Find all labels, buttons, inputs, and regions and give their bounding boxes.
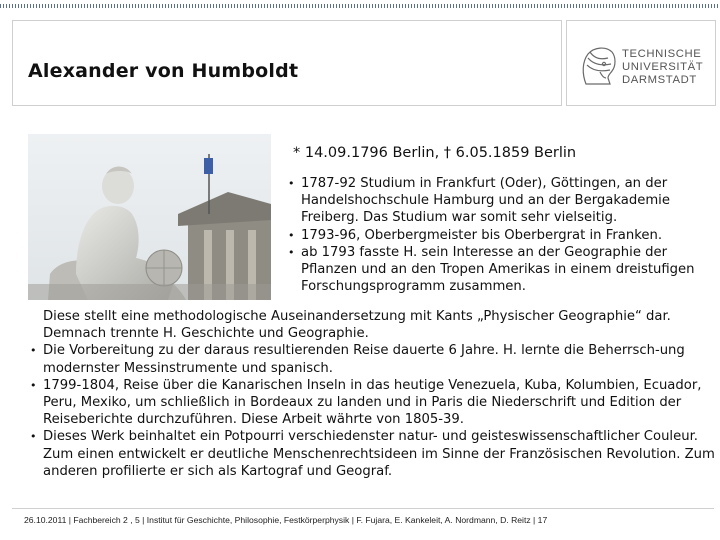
kant-paragraph: Diese stellt eine methodologische Auseinandersetzung mit Kants „Physischer Geographie“ dar. Demnach trennte H. Geschichte und Geographie. bbox=[43, 309, 671, 342]
bullet-icon: • bbox=[30, 430, 37, 444]
list-item bbox=[30, 377, 716, 429]
list-item bbox=[288, 227, 716, 244]
full-width-text bbox=[30, 308, 716, 480]
list-item bbox=[30, 342, 716, 376]
bullet-icon: • bbox=[30, 378, 37, 392]
university-logo-text bbox=[622, 48, 703, 87]
list-item-text: 1799-1804, Reise über die Kanarischen Inseln in das heutige Venezuela, Kuba, Kolumbien, Ecuador, Peru, Mexiko, um schließlich in Bordeaux zu landen und in Paris die Niederschrift und Edition der Reiseberichte durchzuführen. Diese Arbeit währte von 1805-39. bbox=[43, 377, 702, 428]
bullet-icon: • bbox=[288, 245, 295, 259]
list-item-text: 1793-96, Oberbergmeister bis Oberbergrat in Franken. bbox=[301, 227, 663, 243]
right-bullet-list bbox=[288, 175, 716, 295]
logo-line-1: TECHNISCHE bbox=[622, 48, 702, 60]
list-item-text: Die Vorbereitung zu der daraus resultierenden Reise dauerte 6 Jahre. H. lernte die Beherrsch-ung modernster Messinstrumente und spanisch. bbox=[43, 343, 685, 376]
footer-divider bbox=[12, 508, 714, 509]
logo-line-3: DARMSTADT bbox=[622, 74, 697, 86]
list-item bbox=[288, 175, 716, 227]
bullet-icon: • bbox=[288, 228, 295, 242]
list-item-text: 1787-92 Studium in Frankfurt (Oder), Göttingen, an der Handelshochschule Hamburg und an der Bergakademie Freiberg. Das Studium war somit sehr vielseitig. bbox=[301, 176, 670, 226]
humboldt-statue-photo bbox=[28, 134, 271, 300]
list-item bbox=[288, 244, 716, 296]
bullet-icon: • bbox=[288, 177, 295, 190]
list-item-text: ab 1793 fasste H. sein Interesse an der Geographie der Pflanzen und an den Tropen Amerikas in einem dreistufigen Forschungsprogramm zusammen. bbox=[301, 244, 695, 295]
slide-title: Alexander von Humboldt bbox=[28, 60, 299, 82]
top-dotted-rule bbox=[0, 4, 720, 8]
bullet-icon: • bbox=[30, 344, 37, 358]
list-item bbox=[30, 428, 716, 480]
logo-line-2: UNIVERSITÄT bbox=[622, 61, 704, 73]
life-dates: * 14.09.1796 Berlin, † 6.05.1859 Berlin bbox=[293, 145, 577, 161]
list-item-text: Dieses Werk beinhaltet ein Potpourri verschiedenster natur- und geisteswissenschaftlicher Couleur. Zum einen entwickelt er deutliche Menschenrechtsideen im Sinne der Französischen Revolution. Zum anderen profilierte er sich als Kartograf und Geograf. bbox=[43, 429, 715, 479]
athena-logo-icon bbox=[578, 44, 618, 90]
footer-text: 26.10.2011 | Fachbereich 2 , 5 | Institut für Geschichte, Philosophie, Festkörperphysik | F. Fujara, E. Kankeleit, A. Nordmann, D. Reitz | 17 bbox=[24, 515, 548, 525]
